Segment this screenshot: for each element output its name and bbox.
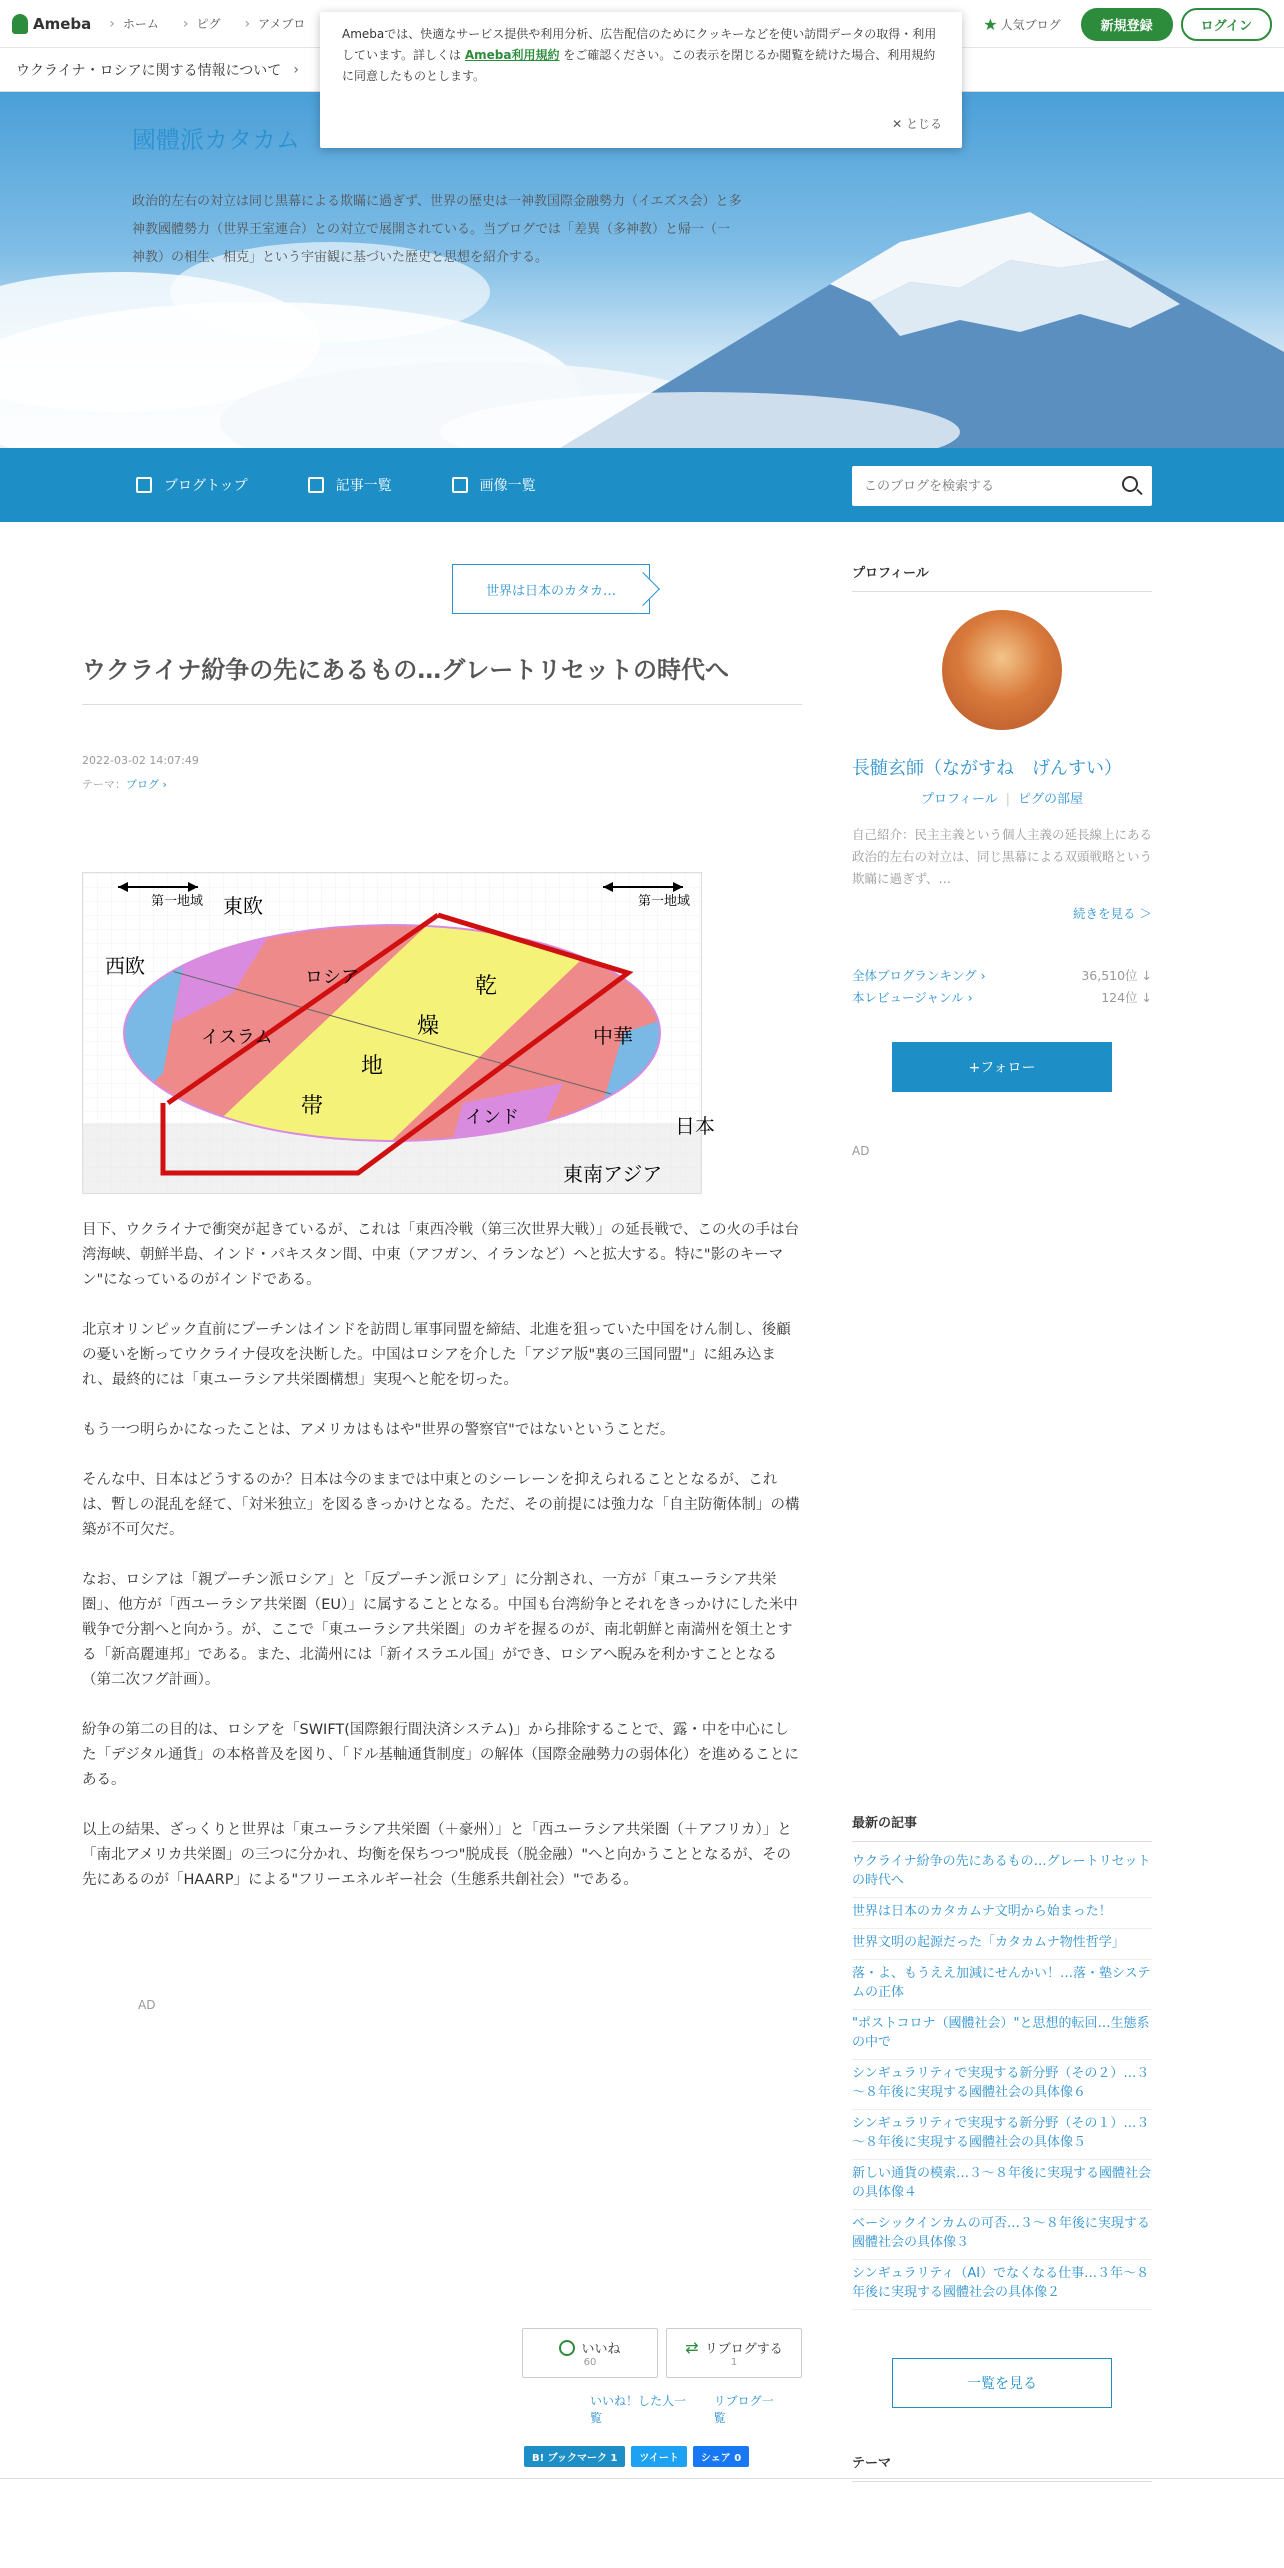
like-button[interactable] [522, 2328, 658, 2378]
nav-ameblo[interactable]: › アメブロ [245, 15, 306, 32]
nav-home[interactable]: › ホーム [109, 15, 159, 32]
post-theme-link[interactable]: ブログ › [126, 778, 167, 791]
theme-link-button[interactable] [452, 564, 650, 614]
like-label: いいね [581, 2342, 621, 2357]
nav-blog-top-label: ブログトップ [164, 478, 248, 494]
overall-ranking-link[interactable]: 全体ブログランキング › [852, 968, 986, 983]
label-japan: 日本 [675, 1114, 715, 1138]
header-actions [983, 8, 1272, 41]
pig-room-link[interactable]: ピグの部屋 [1018, 792, 1084, 807]
liked-users-link[interactable]: いいね！した人一覧 [590, 2394, 687, 2425]
post-theme [82, 776, 167, 792]
nav-entry-list-label: 記事一覧 [335, 478, 392, 494]
world-zones-map-image[interactable] [82, 872, 715, 1194]
document-icon [136, 477, 152, 493]
recent-item[interactable]: 世界は日本のカタカムナ文明から始まった！ [852, 1898, 1152, 1929]
recent-item[interactable]: 落・よ、もうええ加減にせんかい！…落・塾システムの正体 [852, 1960, 1152, 2010]
label-islam: イスラム [201, 1027, 273, 1048]
post-theme-label: テーマ： [82, 778, 126, 791]
zones-map-svg [83, 873, 715, 1193]
post-paragraph: 以上の結果、ざっくりと世界は「東ユーラシア共栄圏（＋豪州）」と「西ユーラシア共栄圏（＋アフリカ）」と「南北アメリカ共栄圏」の三つに分かれ、均衡を保ちつつ"脱成長（脱金融）"へと向かうこととなるが、その先にあるのが「HAARP」による"フリーエネルギー社会（生態系共創社会）"である。 [82, 1822, 792, 1888]
see-all-button[interactable]: 一覧を見る [892, 2358, 1112, 2408]
nav-blog-top[interactable] [136, 475, 248, 495]
facebook-share-button[interactable]: シェア 0 [693, 2446, 749, 2467]
genre-ranking [852, 988, 1152, 1006]
footer-divider [0, 2478, 1284, 2479]
overall-ranking [852, 966, 1152, 984]
nav-image-list-label: 画像一覧 [479, 478, 536, 494]
profile-name[interactable]: 長髄玄師（ながすね げんすい） [852, 758, 1122, 779]
cookie-text-2: をご確認ください。この表示を閉じるか閲覧を続けた場合、利用規約に同意したものとします。 [342, 48, 936, 83]
recent-list [852, 1848, 1152, 2310]
global-nav [109, 15, 329, 32]
label-east-europe: 東欧 [223, 894, 263, 918]
label-southeast-asia: 東南アジア [563, 1162, 663, 1186]
label-dry: 乾 [475, 974, 498, 999]
profile-link[interactable]: プロフィール [920, 792, 998, 807]
register-button[interactable]: 新規登録 [1081, 8, 1173, 41]
recent-item[interactable]: ウクライナ紛争の先にあるもの…グレートリセットの時代へ [852, 1848, 1152, 1898]
recent-item[interactable]: シンギュラリティ（AI）でなくなる仕事…３年～８年後に実現する國體社会の具体像２ [852, 2260, 1152, 2310]
reblog-icon: ⇄ [685, 2338, 699, 2357]
label-russia: ロシア [305, 967, 359, 988]
profile-heading: プロフィール [852, 562, 1152, 592]
label-belt: 帯 [301, 1094, 324, 1119]
post-title[interactable]: ウクライナ紛争の先にあるもの…グレートリセットの時代へ [82, 652, 802, 705]
like-count: 60 [583, 2357, 597, 2368]
profile-more-link[interactable]: 続きを見る ＞ [1073, 906, 1152, 921]
blog-search [852, 466, 1152, 506]
blog-nav [0, 448, 1284, 522]
blog-search-input[interactable] [864, 479, 1104, 494]
label-area2: 第一地域 [638, 894, 691, 909]
blog-description: 政治的左右の対立は同じ黒幕による欺瞞に過ぎず、世界の歴史は一神教国際金融勢力（イエズス会）と多神教國體勢力（世界王室連合）との対立で展開されている。当ブログでは「差異（多神教）と帰一（一神教）の相生、相克」という宇宙観に基づいた歴史と思想を紹介する。 [132, 194, 742, 265]
post-paragraph: 北京オリンピック直前にプーチンはインドを訪問し軍事同盟を締結、北進を狙っていた中国をけん制し、後顧の憂いを断ってウクライナ侵攻を決断した。中国はロシアを介した「アジア版"裏の三国同盟"」に組み込まれ、最終的には「東ユーラシア共栄圏構想」実現へと舵を切った。 [82, 1322, 791, 1388]
label-west-europe: 西欧 [105, 954, 145, 978]
share-buttons [524, 2446, 755, 2467]
follow-button[interactable]: +フォロー [892, 1042, 1112, 1092]
recent-heading: 最新の記事 [852, 1812, 1152, 1842]
post-paragraph: そんな中、日本はどうするのか？日本は今のままでは中東とのシーレーンを抑えられることとなるが、これは、暫しの混乱を経て、「対米独立」を図るきっかけとなる。ただ、その前提には強力な「自主防衛体制」の構築が不可欠だ。 [82, 1472, 800, 1538]
search-icon[interactable] [1122, 476, 1138, 492]
reblog-button[interactable] [666, 2328, 802, 2378]
post-paragraph: 目下、ウクライナで衝突が起きているが、これは「東西冷戦（第三次世界大戦）」の延長戦で、この火の手は台湾海峡、朝鮮半島、インド・パキスタン間、中東（アフガン、イランなど）へと拡大する。特に"影のキーマン"になっているのがインドである。 [82, 1222, 800, 1288]
nav-entry-list[interactable] [308, 475, 392, 495]
recent-item[interactable]: シンギュラリティで実現する新分野（その２）…３～８年後に実現する國體社会の具体像６ [852, 2060, 1152, 2110]
cookie-text-1: Amebaでは、快適なサービス提供や利用分析、広告配信のためにクッキーなどを使い訪問データの取得・利用しています。詳しくは [342, 27, 937, 62]
post-paragraph: なお、ロシアは「親プーチン派ロシア」と「反プーチン派ロシア」に分割され、一方が「東ユーラシア共栄圏」、他方が「西ユーラシア共栄圏（EU）」に属することとなる。中国も台湾紛争とそれをきっかけにした米中戦争で分割へと向かう。が、ここで「東ユーラシア共栄圏」のカギを握るのが、南北朝鮮と南満州を領土とする「新高麗連邦」である。また、北満州には「新イスラエル国」ができ、ロシアへ睨みを利かすこととなる（第二次フグ計画）。 [82, 1572, 798, 1688]
popular-label: 人気ブログ [1000, 18, 1061, 32]
profile-links [852, 788, 1152, 807]
post-paragraph: 紛争の第二の目的は、ロシアを「SWIFT(国際銀行間決済システム)」から排除することで、露・中を中心にした「デジタル通貨」の本格普及を図り、「ドル基軸通貨制度」の解体（国際金融勢力の弱体化）を進めることにある。 [82, 1722, 799, 1788]
popular-blog-link[interactable] [983, 15, 1060, 34]
recent-item[interactable]: 新しい通貨の模索…３～８年後に実現する國體社会の具体像４ [852, 2160, 1152, 2210]
hatena-bookmark-button[interactable]: B! ブックマーク 1 [524, 2446, 625, 2467]
star-icon: ★ [983, 15, 998, 34]
smile-icon [559, 2340, 575, 2356]
tweet-button[interactable]: ツイート [631, 2446, 687, 2467]
theme-heading: テーマ [852, 2452, 1152, 2482]
avatar[interactable] [942, 610, 1062, 730]
chevron-right-icon: › [293, 61, 299, 78]
reblog-count: 1 [730, 2357, 738, 2368]
arrow-right-icon [626, 572, 660, 606]
ameba-brand: Ameba [33, 14, 92, 33]
cookie-text [342, 24, 940, 87]
recent-item[interactable]: シンギュラリティで実現する新分野（その１）…３～８年後に実現する國體社会の具体像５ [852, 2110, 1152, 2160]
reblog-label: リブログする [704, 2342, 783, 2357]
overall-ranking-value: 36,510位 ↓ [1081, 968, 1152, 983]
nav-pigg[interactable]: › ピグ [183, 15, 221, 32]
genre-ranking-value: 124位 ↓ [1101, 990, 1152, 1005]
recent-item[interactable]: ベーシックインカムの可否…３～８年後に実現する國體社会の具体像３ [852, 2210, 1152, 2260]
cookie-consent-dialog [320, 12, 962, 148]
post-paragraph: もう一つ明らかになったことは、アメリカはもはや"世界の警察官"ではないということだ。 [82, 1422, 675, 1438]
reaction-buttons [522, 2328, 810, 2378]
nav-image-list[interactable] [452, 475, 536, 495]
ameba-logo-icon [12, 14, 28, 34]
camera-icon [452, 477, 468, 493]
profile-intro: 自己紹介：民主主義という個人主義の延長線上にある政治的左右の対立は、同じ黒幕による双頭戦略という欺瞞に過ぎず、… [852, 827, 1153, 886]
sidebar-ad-label: AD [852, 1144, 870, 1158]
recent-item[interactable]: 世界文明の起源だった「カタカムナ物性哲学」 [852, 1929, 1152, 1960]
post-date: 2022-03-02 14:07:49 [82, 754, 199, 767]
cookie-close-button[interactable]: ✕ とじる [892, 117, 942, 131]
divider: | [1005, 792, 1011, 807]
genre-ranking-link[interactable]: 本レビュージャンル › [852, 990, 973, 1005]
blog-title[interactable]: 國體派カタカム [132, 126, 300, 154]
ad-label: AD [138, 1998, 156, 2012]
label-land: 地 [361, 1054, 384, 1079]
copy-icon [308, 477, 324, 493]
label-area1: 第一地域 [151, 894, 204, 909]
label-china: 中華 [593, 1024, 633, 1048]
terms-link[interactable]: Ameba利用規約 [464, 48, 560, 62]
reblog-list-link[interactable]: リブログ一覧 [713, 2394, 774, 2425]
recent-item[interactable]: "ポストコロナ（國體社会）"と思想的転回…生態系の中で [852, 2010, 1152, 2060]
label-dry2: 燥 [417, 1014, 440, 1039]
theme-link-label: 世界は日本のカタカ… [485, 583, 616, 599]
ameba-logo[interactable] [12, 14, 91, 34]
login-button[interactable]: ログイン [1181, 8, 1272, 41]
reaction-links [590, 2392, 802, 2426]
label-india: インド [465, 1107, 519, 1128]
post-body [82, 1218, 802, 1918]
info-banner-text: ウクライナ・ロシアに関する情報について [16, 62, 282, 79]
